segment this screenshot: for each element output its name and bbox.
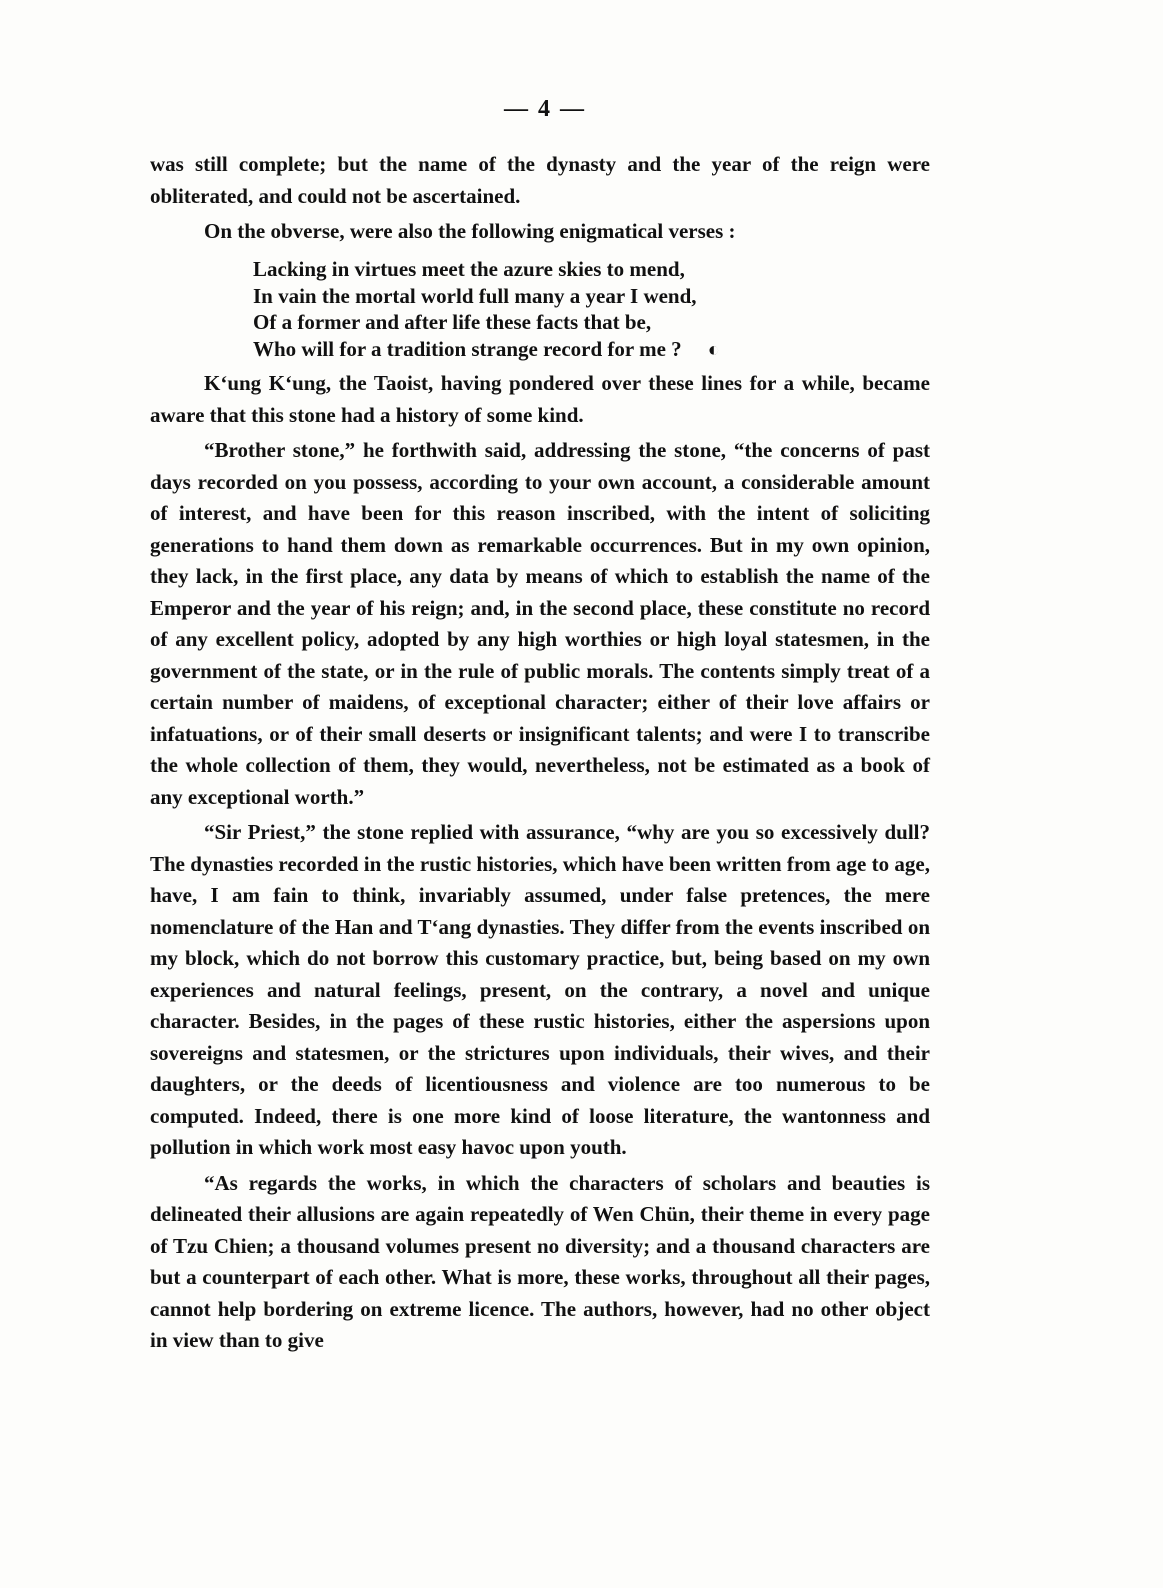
verse-block (253, 256, 720, 363)
opening-paragraph: was still complete; but the name of the dynasty and the year of the reign were obliterated, and could not be ascertained. (150, 152, 930, 208)
paragraph: K‘ung K‘ung, the Taoist, having pondered over these lines for a while, became aware that this stone had a history of some kind. (150, 371, 930, 427)
verse-line: Of a former and after life these facts that be, (253, 310, 652, 334)
verse-line: In vain the mortal world full many a year I wend, (253, 283, 697, 308)
verse-intro: On the obverse, were also the following enigmatical verses : (204, 219, 736, 243)
page-number: — 4 — (504, 96, 586, 122)
paragraph: “Sir Priest,” the stone replied with assurance, “why are you so excessively dull? The dynasties recorded in the rustic histories, which have been written from age to age, have, I am fain to think, invariably assumed, under false pretences, the mere nomenclature of the Han and T‘ang dynasties. They differ from the events inscribed on my block, which do not borrow this customary practice, but, being based on my own experiences and natural feelings, present, on the contrary, a novel and unique character. Besides, in the pages of these rustic histories, either the aspersions upon sovereigns and statesmen, or the strictures upon individuals, their wives, and their daughters, or the deeds of licentiousness and violence are too numerous to be computed. Indeed, there is one more kind of loose literature, the wantonness and pollution in which work most easy havoc upon youth. (150, 820, 930, 1159)
verse-line-last (253, 336, 720, 364)
verse-line: Lacking in virtues meet the azure skies to mend, (253, 257, 685, 281)
body-section (150, 364, 930, 1357)
verse-line-text: Who will for a tradition strange record for me ? (253, 336, 682, 361)
verse-end-mark: ◐ (707, 338, 720, 361)
opening-section (150, 149, 930, 248)
paragraph: “As regards the works, in which the characters of scholars and beauties is delineated their allusions are again repeatedly of Wen Chün, their theme in every page of Tzu Chien; a thousand volumes present no diversity; and a thousand characters are but a counterpart of each other. What is more, these works, throughout all their pages, cannot help bordering on extreme licence. The authors, however, had no other object in view than to give (150, 1170, 930, 1352)
paragraph: “Brother stone,” he forthwith said, addressing the stone, “the concerns of past days recorded on you possess, according to your own account, a considerable amount of interest, and have been for this reason inscribed, with the intent of soliciting generations to hand them down as remarkable occurrences. But in my own opinion, they lack, in the first place, any data by means of which to establish the name of the Emperor and the year of his reign; and, in the second place, these constitute no record of any excellent policy, adopted by any high worthies or high loyal statesmen, in the government of the state, or in the rule of public morals. The contents simply treat of a certain number of maidens, of exceptional character; either of their love affairs or infatuations, or of their small deserts or insignificant talents; and were I to transcribe the whole collection of them, they would, nevertheless, not be estimated as a book of any exceptional worth.” (150, 438, 930, 809)
